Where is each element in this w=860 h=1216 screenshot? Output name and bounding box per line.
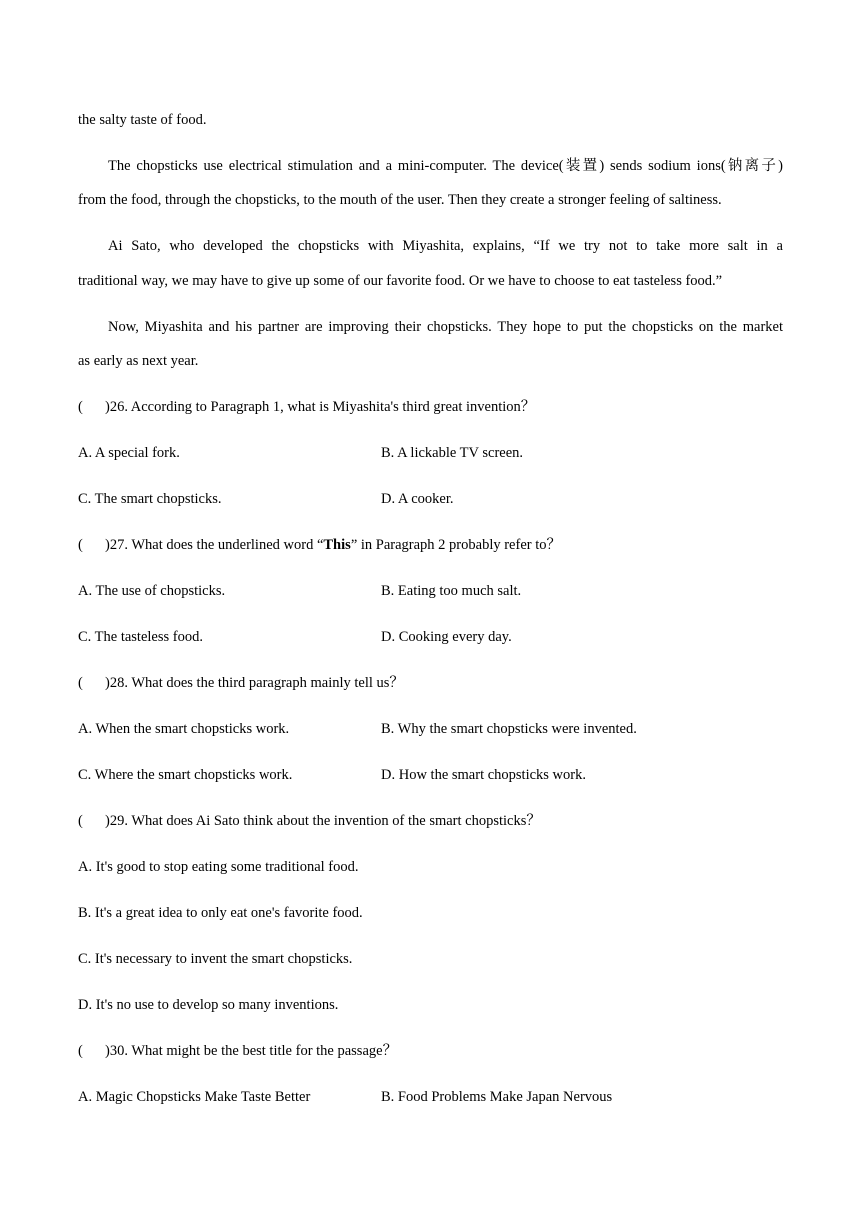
bold-word: This xyxy=(323,537,351,553)
option-b: B. Why the smart chopsticks were invented. xyxy=(381,721,637,737)
question-text: )29. What does Ai Sato think about the invention of the smart chopsticks？ xyxy=(105,813,541,829)
answer-blank[interactable]: ( xyxy=(78,399,83,415)
option-c: C. Where the smart chopsticks work. xyxy=(78,767,293,783)
question-26-stem xyxy=(78,397,535,417)
question-text-after: ” in Paragraph 2 probably refer to？ xyxy=(350,537,561,553)
question-text-before: )27. What does the underlined word “ xyxy=(105,537,324,553)
question-27-stem xyxy=(78,535,561,555)
option-c: C. It's necessary to invent the smart chopsticks. xyxy=(78,951,353,967)
question-29-stem xyxy=(78,811,541,831)
answer-blank[interactable]: ( xyxy=(78,675,83,691)
option-b: B. Eating too much salt. xyxy=(381,583,522,599)
option-b: B. Food Problems Make Japan Nervous xyxy=(381,1089,613,1105)
option-b: B. It's a great idea to only eat one's favorite food. xyxy=(78,905,363,921)
option-d: D. How the smart chopsticks work. xyxy=(381,767,586,783)
paragraph-line: as early as next year. xyxy=(78,353,199,369)
question-text: )26. According to Paragraph 1, what is Miyashita's third great invention？ xyxy=(105,399,536,415)
paragraph-line: The chopsticks use electrical stimulation and a mini-computer. The device(装置) sends sodium ions(钠离子) xyxy=(108,158,783,174)
question-text: )30. What might be the best title for the passage？ xyxy=(105,1043,398,1059)
option-a: A. It's good to stop eating some traditional food. xyxy=(78,859,359,875)
paragraph-line: Ai Sato, who developed the chopsticks with Miyashita, explains, “If we try not to take more salt in a xyxy=(108,238,783,254)
question-text: )28. What does the third paragraph mainly tell us？ xyxy=(105,675,404,691)
option-a: A. The use of chopsticks. xyxy=(78,583,226,599)
option-d: D. A cooker. xyxy=(381,491,454,507)
question-28-stem xyxy=(78,673,404,693)
passage-line: the salty taste of food. xyxy=(78,112,207,128)
option-a: A. Magic Chopsticks Make Taste Better xyxy=(78,1089,311,1105)
answer-blank[interactable]: ( xyxy=(78,537,83,553)
option-a: A. A special fork. xyxy=(78,445,180,461)
option-d: D. It's no use to develop so many inventions. xyxy=(78,997,339,1013)
option-a: A. When the smart chopsticks work. xyxy=(78,721,290,737)
question-30-stem xyxy=(78,1041,397,1061)
option-c: C. The tasteless food. xyxy=(78,629,203,645)
paragraph-line: traditional way, we may have to give up some of our favorite food. Or we have to choose to eat tasteless food.” xyxy=(78,273,723,289)
option-c: C. The smart chopsticks. xyxy=(78,491,222,507)
option-d: D. Cooking every day. xyxy=(381,629,512,645)
paragraph-line: Now, Miyashita and his partner are improving their chopsticks. They hope to put the chopsticks on the market xyxy=(108,319,783,335)
answer-blank[interactable]: ( xyxy=(78,813,83,829)
answer-blank[interactable]: ( xyxy=(78,1043,83,1059)
paragraph-line: from the food, through the chopsticks, to the mouth of the user. Then they create a stronger feeling of saltiness. xyxy=(78,192,722,208)
option-b: B. A lickable TV screen. xyxy=(381,445,524,461)
